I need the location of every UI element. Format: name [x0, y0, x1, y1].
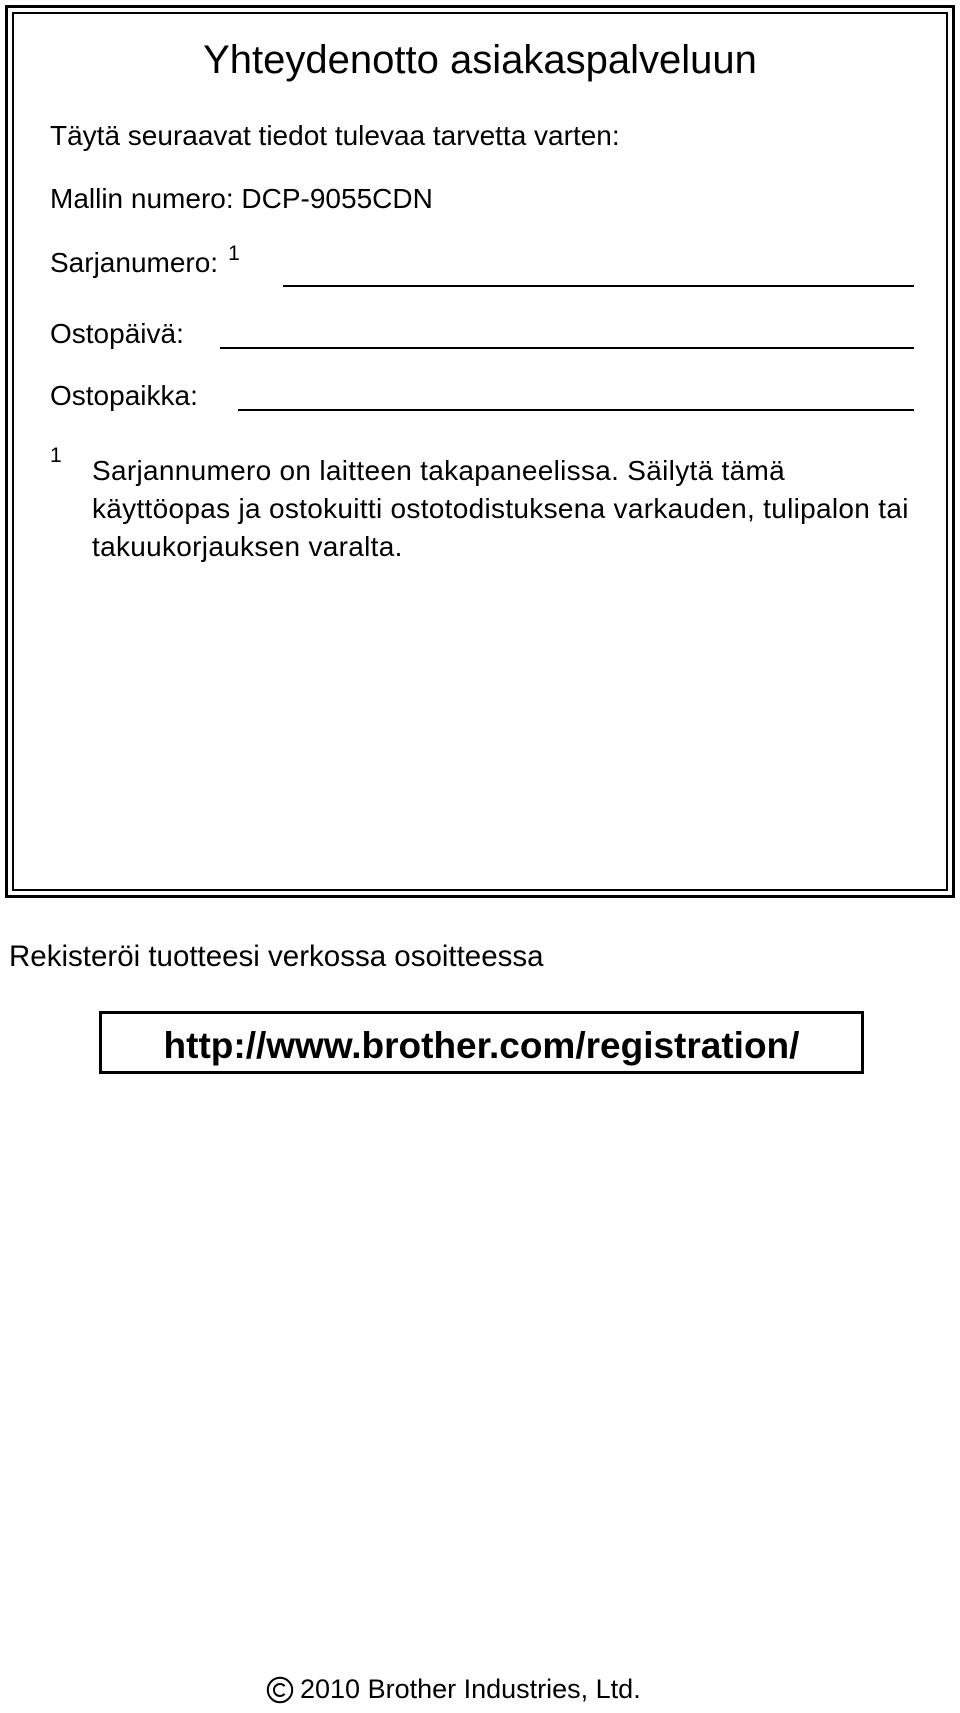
copyright-icon	[266, 1676, 294, 1704]
copyright-text: 2010 Brother Industries, Ltd.	[300, 1674, 641, 1704]
page-title: Yhteydenotto asiakaspalveluun	[203, 38, 757, 82]
footnote-text: Sarjannumero on laitteen takapaneelissa. Säilytä tämä käyttöopas ja ostokuitti ostotodistuksena varkauden, tulipalon tai takuukorjauksen varalta.	[92, 455, 909, 562]
copyright-line	[266, 1674, 641, 1705]
intro-text: Täytä seuraavat tiedot tulevaa tarvetta varten:	[50, 120, 620, 151]
registration-text: Rekisteröi tuotteesi verkossa osoitteessa	[9, 940, 544, 973]
serial-number-row	[50, 242, 240, 279]
purchase-place-label: Ostopaikka:	[50, 380, 198, 411]
serial-number-fill-line	[283, 285, 914, 287]
serial-number-label: Sarjanumero:	[50, 247, 219, 278]
model-number-label: Mallin numero: DCP-9055CDN	[50, 183, 433, 214]
registration-url-link[interactable]: http://www.brother.com/registration/	[163, 1024, 800, 1066]
purchase-date-fill-line	[220, 347, 914, 349]
serial-footnote-mark: 1	[228, 242, 240, 265]
registration-url-box	[99, 1011, 864, 1074]
purchase-place-fill-line	[238, 409, 914, 411]
purchase-date-label: Ostopäivä:	[50, 318, 184, 349]
footnote-number: 1	[50, 444, 62, 467]
